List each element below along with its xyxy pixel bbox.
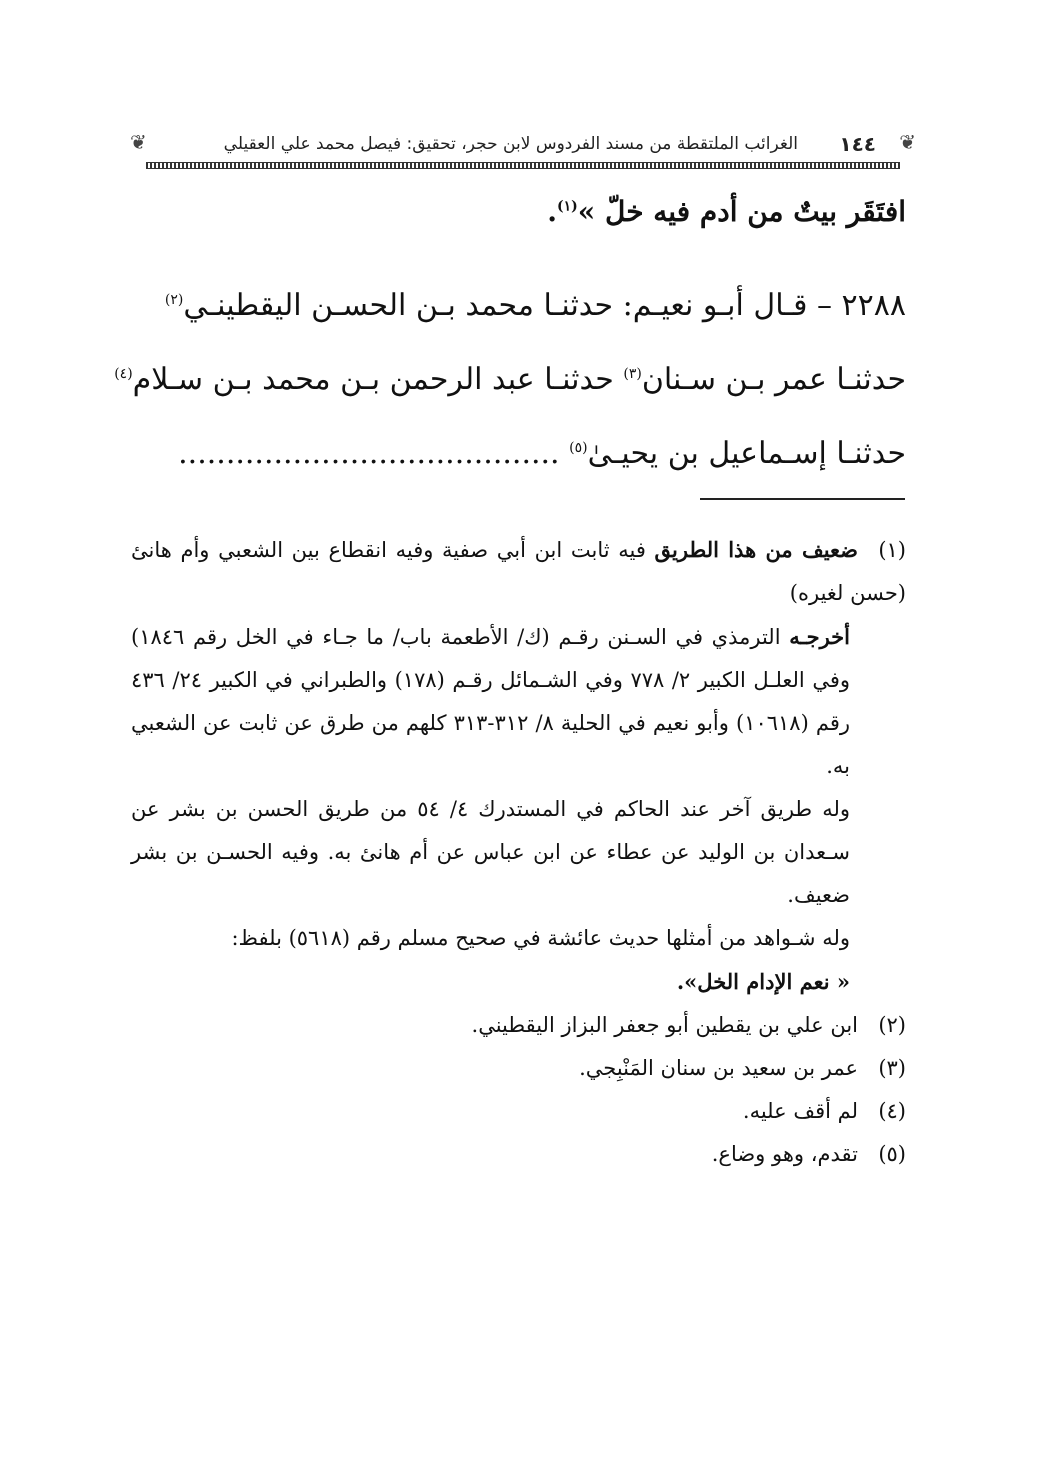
footnote-separator (700, 498, 905, 500)
footnote-ref: (١) (557, 198, 578, 215)
footnotes (131, 528, 906, 1176)
ornament-icon: ❦ (899, 130, 916, 154)
hadith-line: حدثنـا إسـماعيل بن يحيـىٰ$^{(٥)}$ ........................................ (178, 436, 906, 471)
footnote-1: (١)ضعيف من هذا الطريق فيه ثابت ابن أبي صفية وفيه انقطاع بين الشعبي وأم هانئ (حسن لغيره) (131, 537, 906, 605)
page-number: ١٤٤ (839, 132, 876, 156)
footnote-1-paragraph: وله شـواهد من أمثلها حديث عائشة في صحيح مسلم رقم (٥٦١٨) بلفظ: (231, 926, 850, 950)
footnote-ref: (٢) (164, 292, 184, 308)
footnote-4: (٤)لم أقف عليه. (742, 1099, 906, 1123)
hadith-line: حدثنـا عمر بـن سـنان$^{(٣)}$ حدثنـا عبد الرحمن بـن محمد بـن سـلام$^{(٤)}$ (114, 362, 906, 397)
ornament-icon: ❦ (130, 130, 147, 154)
header-rule (146, 162, 900, 169)
footnote-ref: (٣) (623, 366, 642, 382)
footnote-1-quote: « نعم الإدام الخل». (676, 969, 850, 994)
footnote-1-paragraph: وله طريق آخر عند الحاكم في المستدرك ٤/ ٥٤ من طريق الحسن بن بشر عن سـعدان بن الوليد عن عطاء عن ابن عباس عن أم هانئ به. وفيه الحسـن بن بشر ضعيف. (131, 797, 850, 907)
main-text-line: افتَقَر بيتٌ من أدم فيه خلّ »$^{(١)}$. (547, 195, 906, 228)
footnote-5: (٥)تقدم، وهو وضاع. (711, 1142, 906, 1166)
footnote-1-paragraph: أخرجـه الترمذي في السـنن رقـم (ك/ الأطعمة باب/ ما جـاء في الخل رقم ١٨٤٦) وفي العلـل الكبير ٢/ ٧٧٨ وفي الشـمائل رقـم (١٧٨) والطبراني في الكبير ٢٤/ ٤٣٦ رقم (١٠٦١٨) وأبو نعيم في الحلية ٨/ ٣١٢-٣١٣ كلهم من طرق عن ثابت عن الشعبي به. (131, 624, 851, 778)
hadith-line: ٢٢٨٨ – قـال أبـو نعيـم: حدثنـا محمد بـن الحسـن اليقطينـي$^{(٢)}$ (164, 288, 906, 323)
running-title: الغرائب الملتقطة من مسند الفردوس لابن حجر، تحقيق: فيصل محمد علي العقيلي (223, 134, 798, 154)
page-header (128, 128, 918, 168)
footnote-ref: (٤) (114, 366, 133, 382)
footnote-ref: (٥) (569, 440, 588, 456)
footnote-3: (٣)عمر بن سعيد بن سنان المَنْبِجي. (579, 1056, 906, 1080)
footnote-2: (٢)ابن علي بن يقطين أبو جعفر البزاز اليقطيني. (471, 1013, 906, 1037)
